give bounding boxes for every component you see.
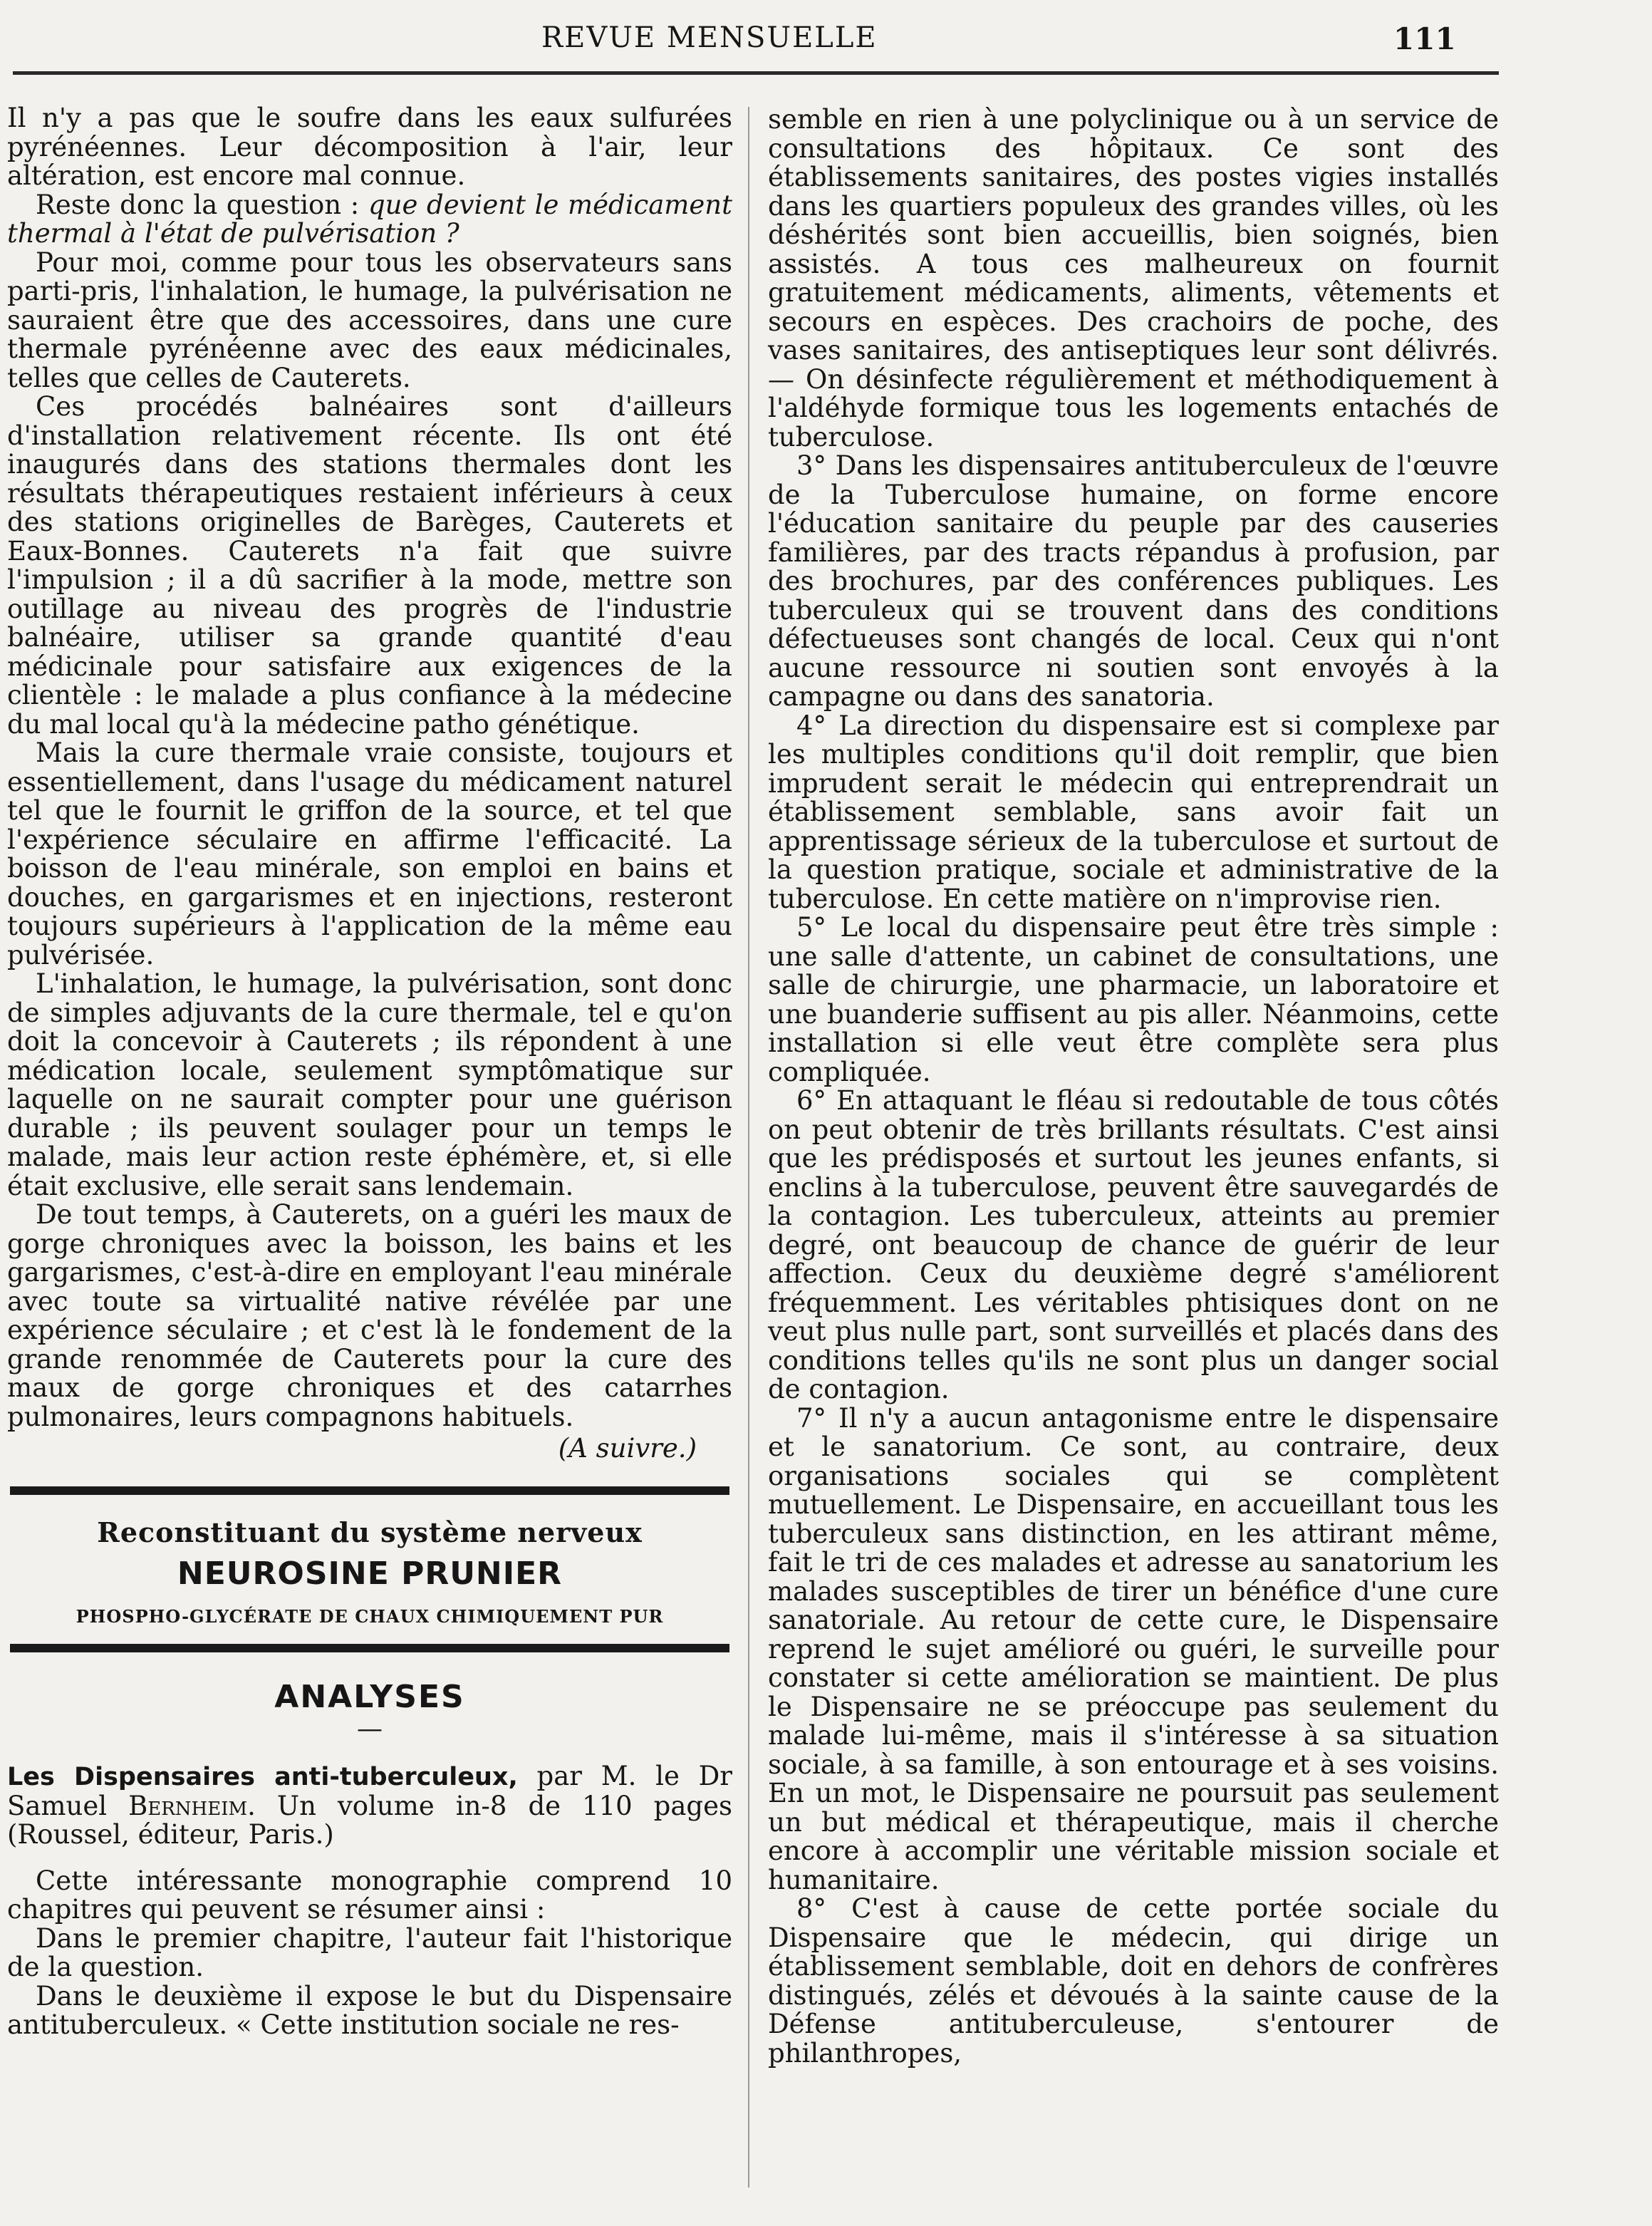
book-details: . Un volume in-8 de 110 pages (Roussel, éditeur, Paris.) (7, 1790, 732, 1850)
paragraph: Dans le premier chapitre, l'auteur fait l'historique de la question. (7, 1922, 732, 1982)
advertisement (7, 1486, 732, 1657)
analyses-section (7, 1679, 732, 2040)
paragraph: 5° Le local du dispensaire peut être très simple : une salle d'attente, un cabinet de consultations, une salle de chirurgie, une pharmacie, un laboratoire et une buanderie suffisent au pis aller. Néanmoins, cette installation si elle veut être complète sera plus compliquée. (768, 912, 1499, 1087)
header-rule (13, 71, 1499, 75)
ad-bottom-rule (10, 1644, 729, 1652)
paragraph: 6° En attaquant le fléau si redoutable de tous côtés on peut obtenir de très brillants résultats. C'est ainsi que les prédisposés et surtout les jeunes enfants, si enclins à la tuberculose, peuvent être sauvegardés de la contagion. Les tuberculeux, atteints au premier degré, ont beaucoup de chance de guérir de leur affection. Ceux du deuxième degré s'améliorent fréquemment. Les véritables phtisiques dont on ne veut plus nulle part, sont surveillés et placés dans des conditions telles qu'ils ne sont plus un danger social de contagion. (768, 1085, 1499, 1404)
book-reference (7, 1762, 732, 1850)
book-author: par M. le Dr Samuel (7, 1761, 732, 1821)
question-prefix: Reste donc la question : (36, 189, 368, 220)
column-divider (748, 107, 749, 2188)
book-title: Les Dispensaires anti-tuberculeux, (7, 1763, 518, 1791)
paragraph: 8° C'est à cause de cette portée sociale du Dispensaire que le médecin, qui dirige un établissement semblable, doit en dehors de confrères distingués, zélés et dévoués à la sainte cause de la Défense antituberculeuse, s'entourer de philanthropes, (768, 1893, 1499, 2069)
question-italic: que devient le médicament thermal à l'état de pulvérisation ? (7, 189, 732, 249)
paragraph: 7° Il n'y a aucun antagonisme entre le dispensaire et le sanatorium. Ce sont, au contraire, deux organisations sociales qui se complètent mutuellement. Le Dispensaire, en accueillant tous les tuberculeux sans distinction, en les attirant même, fait le tri de ces malades et adresse au sanatorium les malades susceptibles de tirer un bénéfice d'une cure sanatoriale. Au retour de cette cure, le Dispensaire reprend le sujet amélioré ou guéri, le surveille pour constater si cette amélioration se maintient. De plus le Dispensaire ne se préoccupe pas seulement du malade lui-même, mais il s'intéresse à sa situation sociale, à sa famille, à son entourage et à ses voisins. En un mot, le Dispensaire ne poursuit pas seulement un but médical et thérapeutique, mais il cherche encore à accomplir une véritable mission sociale et humanitaire. (768, 1402, 1499, 1895)
left-column (7, 104, 732, 1464)
paragraph: Cette intéressante monographie comprend 10 chapitres qui peuvent se résumer ainsi : (7, 1865, 732, 1925)
page-number: 111 (1393, 21, 1456, 56)
paragraph: Dans le deuxième il expose le but du Dispensaire antituberculeux. « Cette institution sociale ne res- (7, 1980, 732, 2040)
journal-title: REVUE MENSUELLE (541, 21, 878, 54)
ad-line-3: PHOSPHO-GLYCÉRATE DE CHAUX CHIMIQUEMENT PUR (76, 1606, 664, 1627)
paragraph: semble en rien à une polyclinique ou à un service de consultations des hôpitaux. Ce sont des établissements sanitaires, des postes vigies installés dans les quartiers populeux des grandes villes, où les déshérités sont bien accueillis, bien soignés, bien assistés. A tous ces malheureux on fournit gratuitement médicaments, aliments, vêtements et secours en espèces. Des crachoirs de poche, des vases sanitaires, des antiseptiques leur sont délivrés. — On désinfecte régulièrement et méthodiquement à l'aldéhyde formique tous les logements entachés de tuberculose. (768, 104, 1499, 452)
paragraph: L'inhalation, le humage, la pulvérisation, sont donc de simples adjuvants de la cure thermale, tel e qu'on doit la concevoir à Cauterets ; ils répondent à une médication locale, seulement symptômatique sur laquelle on ne saurait compter pour une guérison durable ; ils peuvent soulager pour un temps le malade, mais leur action reste éphémère, et, si elle était exclusive, elle serait sans lendemain. (7, 968, 732, 1201)
a-suivre: (A suivre.) (558, 1433, 697, 1464)
book-author-name: Bernheim (128, 1790, 248, 1821)
paragraph: Pour moi, comme pour tous les observateurs sans parti-pris, l'inhalation, le humage, la pulvérisation ne sauraient être que des accessoires, dans une cure thermale pyrénéenne avec des eaux médicinales, telles que celles de Cauterets. (7, 247, 732, 393)
paragraph: Mais la cure thermale vraie consiste, toujours et essentiellement, dans l'usage du médicament naturel tel que le fournit le griffon de la source, et tel que l'expérience séculaire en affirme l'efficacité. La boisson de l'eau minérale, son emploi en bains et douches, en gargarismes et en injections, resteront toujours supérieurs à l'application de la même eau pulvérisée. (7, 737, 732, 970)
paragraph: Il n'y a pas que le soufre dans les eaux sulfurées pyrénéennes. Leur décomposition à l'air, leur altération, est encore mal connue. (7, 103, 732, 191)
paragraph: 4° La direction du dispensaire est si complexe par les multiples conditions qu'il doit remplir, que bien imprudent serait le médecin qui entreprendrait un établissement semblable, sans avoir fait un apprentissage sérieux de la tuberculose et surtout de la question pratique, sociale et administrative de la tuberculose. En cette matière on n'improvise rien. (768, 710, 1499, 914)
paragraph: Ces procédés balnéaires sont d'ailleurs d'installation relativement récente. Ils ont été inaugurés dans des stations thermales dont les résultats thérapeutiques restaient inférieurs à ceux des stations originelles de Barèges, Cauterets et Eaux-Bonnes. Cauterets n'a fait que suivre l'impulsion ; il a dû sacrifier à la mode, mettre son outillage au niveau des progrès de l'industrie balnéaire, utiliser sa grande quantité d'eau médicinale pour satisfaire aux exigences de la clientèle : le malade a plus confiance à la médecine du mal local qu'à la médecine patho génétique. (7, 391, 732, 740)
analyses-body (7, 1762, 732, 2040)
page-header (0, 0, 1652, 71)
ad-product-name: NEUROSINE PRUNIER (177, 1555, 563, 1592)
section-heading: ANALYSES (274, 1679, 465, 1715)
paragraph: 3° Dans les dispensaires antituberculeux de l'œuvre de la Tuberculose humaine, on forme encore l'éducation sanitaire du peuple par des causeries familières, par des tracts répandus à profusion, par des brochures, par des conférences publiques. Les tuberculeux qui se trouvent dans des conditions défectueuses sont changés de local. Ceux qui n'ont aucune ressource ni soutien sont envoyés à la campagne ou dans des sanatoria. (768, 450, 1499, 712)
question-paragraph (7, 191, 732, 249)
heading-dash: — (357, 1714, 383, 1744)
ad-top-rule (10, 1486, 729, 1495)
paragraph: De tout temps, à Cauterets, on a guéri les maux de gorge chroniques avec la boisson, les bains et les gargarismes, c'est-à-dire en employant l'eau minérale avec toute sa virtualité native révélée par une expérience séculaire ; et c'est là le fondement de la grande renommée de Cauterets pour la cure des maux de gorge chroniques et des catarrhes pulmonaires, leurs compagnons habituels. (7, 1199, 732, 1432)
right-column (768, 105, 1499, 2068)
ad-line-1: Reconstituant du système nerveux (97, 1516, 643, 1548)
